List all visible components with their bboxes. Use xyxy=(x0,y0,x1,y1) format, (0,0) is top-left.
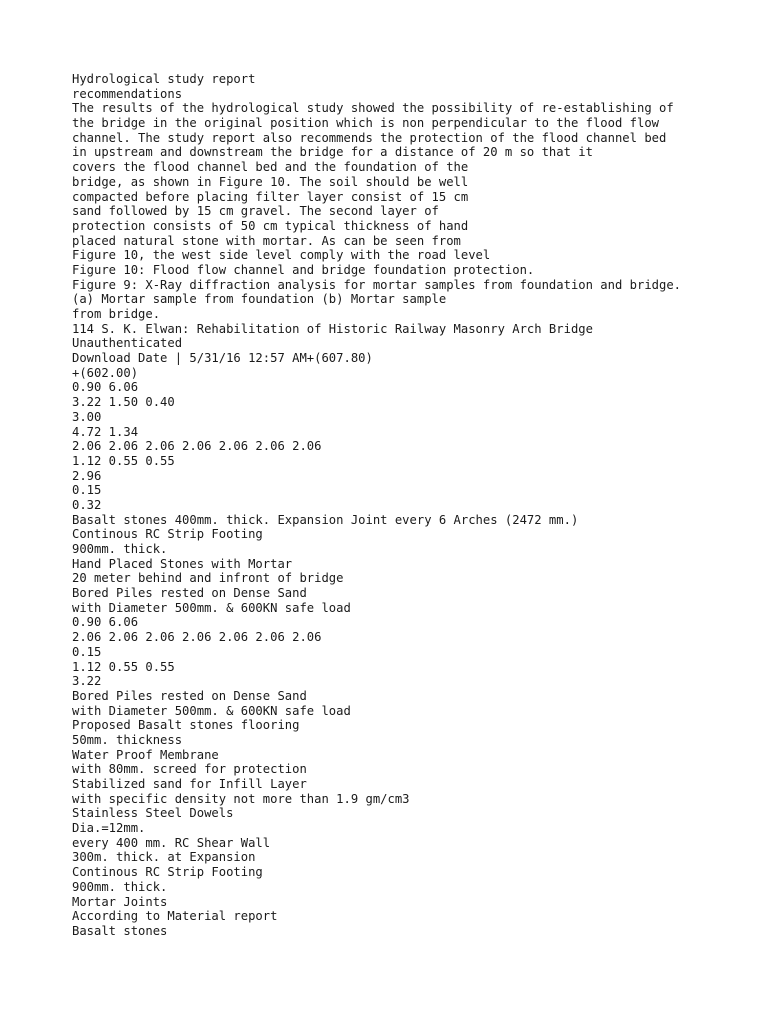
text-line: bridge, as shown in Figure 10. The soil should be well xyxy=(72,174,469,189)
text-line: channel. The study report also recommends the protection of the flood channel bed xyxy=(72,130,667,145)
text-line: (a) Mortar sample from foundation (b) Mortar sample xyxy=(72,292,447,307)
text-line: Water Proof Membrane xyxy=(72,747,219,762)
text-line: Continous RC Strip Footing xyxy=(72,865,263,880)
text-line: with Diameter 500mm. & 600KN safe load xyxy=(72,600,351,615)
text-line: every 400 mm. RC Shear Wall xyxy=(72,835,271,850)
text-line: +(602.00) xyxy=(72,365,139,380)
text-line: Mortar Joints xyxy=(72,894,168,909)
text-line: the bridge in the original position which is non perpendicular to the flood flow xyxy=(72,116,659,131)
text-line: 1.12 0.55 0.55 xyxy=(72,659,175,674)
text-line: According to Material report xyxy=(72,909,278,924)
text-line: recommendations xyxy=(72,86,183,101)
text-line: Figure 10, the west side level comply with the road level xyxy=(72,248,491,263)
text-line: placed natural stone with mortar. As can be seen from xyxy=(72,233,461,248)
text-line: The results of the hydrological study showed the possibility of re-establishing of xyxy=(72,101,674,116)
text-line: 2.06 2.06 2.06 2.06 2.06 2.06 2.06 xyxy=(72,439,322,454)
text-line: 0.32 xyxy=(72,497,102,512)
text-line: 20 meter behind and infront of bridge xyxy=(72,571,344,586)
text-line: Unauthenticated xyxy=(72,336,183,351)
text-line: 0.90 6.06 xyxy=(72,615,139,630)
text-line: Figure 10: Flood flow channel and bridge foundation protection. xyxy=(72,262,535,277)
text-line: 2.06 2.06 2.06 2.06 2.06 2.06 2.06 xyxy=(72,630,322,645)
text-line: compacted before placing filter layer consist of 15 cm xyxy=(72,189,469,204)
text-line: 2.96 xyxy=(72,468,102,483)
text-line: with specific density not more than 1.9 gm/cm3 xyxy=(72,791,410,806)
text-line: 900mm. thick. xyxy=(72,542,168,556)
text-line: protection consists of 50 cm typical thickness of hand xyxy=(72,218,469,233)
document-body xyxy=(72,72,732,939)
text-line: in upstream and downstream the bridge for a distance of 20 m so that it xyxy=(72,145,593,160)
text-line: covers the flood channel bed and the foundation of the xyxy=(72,160,469,175)
text-line: Stabilized sand for Infill Layer xyxy=(72,777,307,791)
text-line: Basalt stones xyxy=(72,923,168,938)
text-line: sand followed by 15 cm gravel. The second layer of xyxy=(72,204,439,219)
text-line: 3.22 xyxy=(72,674,102,689)
text-line: Stainless Steel Dowels xyxy=(72,806,234,821)
text-line: with 80mm. screed for protection xyxy=(72,762,307,777)
text-line: 4.72 1.34 xyxy=(72,424,139,439)
text-line: Proposed Basalt stones flooring xyxy=(72,718,300,733)
text-line: Hand Placed Stones with Mortar xyxy=(72,556,293,571)
text-line: 900mm. thick. xyxy=(72,879,168,894)
text-line: 3.00 xyxy=(72,409,102,424)
text-line: 0.15 xyxy=(72,483,102,498)
text-line: 0.90 6.06 xyxy=(72,380,139,395)
text-line: Basalt stones 400mm. thick. Expansion Joint every 6 Arches (2472 mm.) xyxy=(72,512,579,527)
text-line: Dia.=12mm. xyxy=(72,821,146,836)
text-line: Hydrological study report xyxy=(72,72,256,86)
text-line: 0.15 xyxy=(72,644,102,659)
text-line: 1.12 0.55 0.55 xyxy=(72,453,175,468)
text-line: Bored Piles rested on Dense Sand xyxy=(72,586,307,601)
text-line: Figure 9: X-Ray diffraction analysis for mortar samples from foundation and bridge. xyxy=(72,277,682,292)
text-line: from bridge. xyxy=(72,307,161,321)
text-line: Bored Piles rested on Dense Sand xyxy=(72,688,307,703)
text-line: Continous RC Strip Footing xyxy=(72,527,263,542)
text-line: with Diameter 500mm. & 600KN safe load xyxy=(72,703,351,718)
text-line: 300m. thick. at Expansion xyxy=(72,850,256,865)
text-line: 3.22 1.50 0.40 xyxy=(72,395,175,410)
text-line: 114 S. K. Elwan: Rehabilitation of Historic Railway Masonry Arch Bridge xyxy=(72,321,593,336)
text-line: Download Date | 5/31/16 12:57 AM+(607.80) xyxy=(72,351,373,366)
text-line: 50mm. thickness xyxy=(72,732,183,747)
